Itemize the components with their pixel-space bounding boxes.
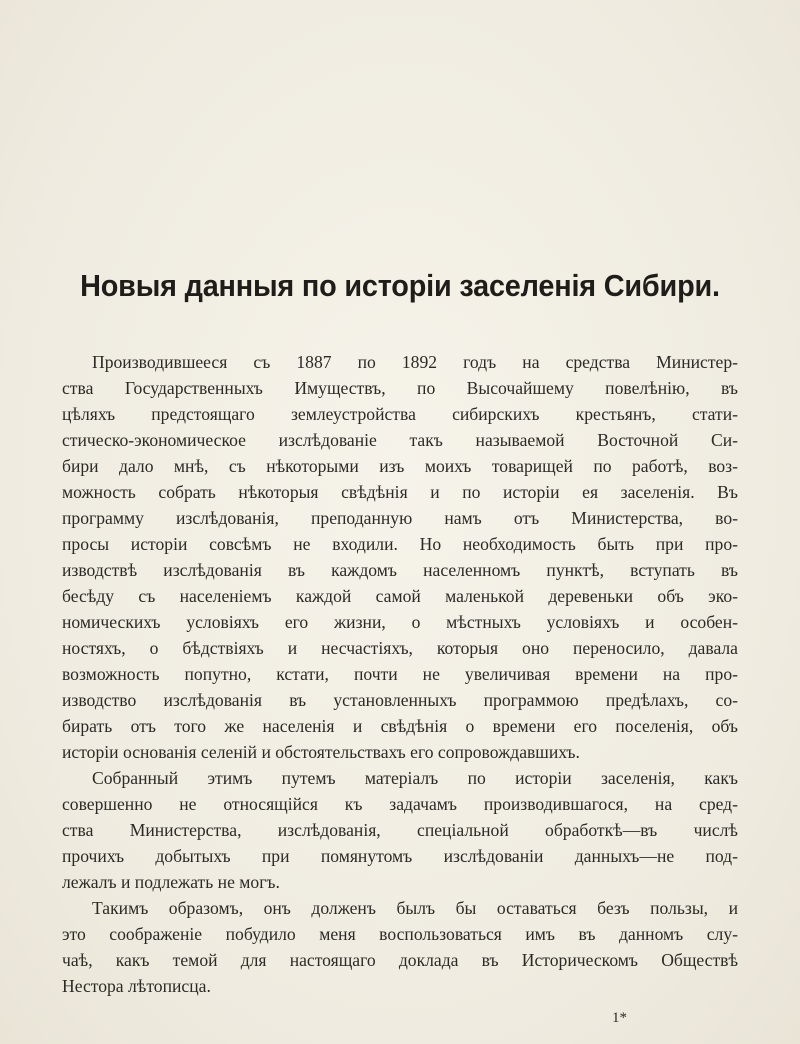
page-number: 1* [612, 1010, 627, 1026]
text-line: цѣляхъ предстоящаго землеустройства сибирскихъ крестьянъ, стати- [62, 404, 738, 424]
text-line: это соображеніе побудило меня воспользоваться имъ въ данномъ слу- [62, 924, 738, 944]
text-line: Такимъ образомъ, онъ долженъ былъ бы оставаться безъ пользы, и [92, 898, 738, 918]
text-line: возможность попутно, кстати, почти не увеличивая времени на про- [62, 664, 738, 684]
text-line: бесѣду съ населеніемъ каждой самой маленькой деревеньки объ эко- [62, 586, 738, 606]
text-line: бирать отъ того же населенія и свѣдѣнія о времени его поселенія, объ [62, 716, 738, 736]
text-line: исторіи основанія селеній и обстоятельствахъ его сопровождавшихъ. [62, 742, 580, 762]
paragraph [62, 349, 738, 765]
text-line: совершенно не относящійся къ задачамъ производившагося, на сред- [62, 794, 738, 814]
body-text [62, 349, 738, 999]
text-line: изводство изслѣдованія въ установленныхъ программою предѣлахъ, со- [62, 690, 738, 710]
text-line: изводствѣ изслѣдованія въ каждомъ населенномъ пунктѣ, вступать въ [62, 560, 738, 580]
paragraph [62, 895, 738, 999]
text-line: просы исторіи совсѣмъ не входили. Но необходимость быть при про- [62, 534, 738, 554]
text-line: Производившееся съ 1887 по 1892 годъ на средства Министер- [92, 352, 738, 372]
text-line: программу изслѣдованія, преподанную намъ отъ Министерства, во- [62, 508, 738, 528]
text-line: стическо-экономическое изслѣдованіе такъ называемой Восточной Си- [62, 430, 738, 450]
paragraph [62, 765, 738, 895]
text-line: ства Министерства, изслѣдованія, спеціальной обработкѣ—въ числѣ [62, 820, 738, 840]
text-line: лежалъ и подлежать не могъ. [62, 872, 280, 892]
text-line: ностяхъ, о бѣдствіяхъ и несчастіяхъ, которыя оно переносило, давала [62, 638, 738, 658]
text-line: можность собрать нѣкоторыя свѣдѣнія и по исторіи ея заселенія. Въ [62, 482, 738, 502]
text-line: чаѣ, какъ темой для настоящаго доклада въ Историческомъ Обществѣ [62, 950, 738, 970]
text-line: Собранный этимъ путемъ матеріалъ по исторіи заселенія, какъ [92, 768, 738, 788]
text-line: номическихъ условіяхъ его жизни, о мѣстныхъ условіяхъ и особен- [62, 612, 738, 632]
text-line: Нестора лѣтописца. [62, 976, 211, 996]
text-line: бири дало мнѣ, съ нѣкоторыми изъ моихъ товарищей по работѣ, воз- [62, 456, 738, 476]
text-line: прочихъ добытыхъ при помянутомъ изслѣдованіи данныхъ—не под- [62, 846, 738, 866]
text-line: ства Государственныхъ Имуществъ, по Высочайшему повелѣнію, въ [62, 378, 738, 398]
page-title: Новыя данныя по исторіи заселенія Сибири. [80, 268, 720, 303]
